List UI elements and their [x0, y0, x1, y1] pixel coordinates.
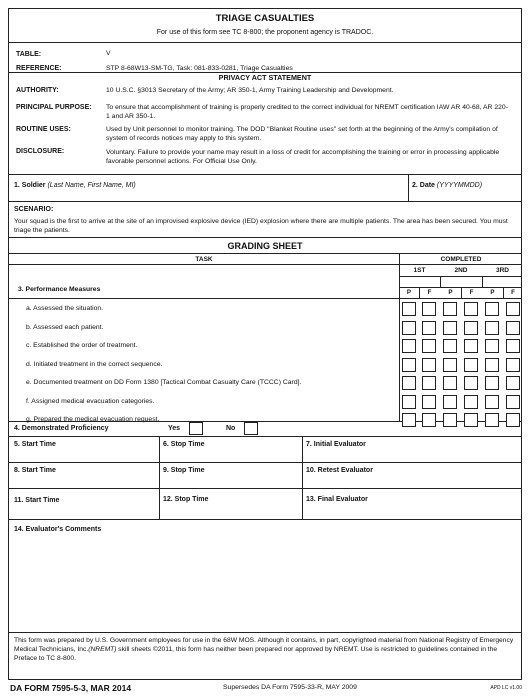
soldier-hint: (Last Name, First Name, MI) [47, 182, 136, 189]
grade-checkbox[interactable] [464, 321, 478, 335]
grade-checkbox[interactable] [464, 395, 478, 409]
form-id: DA FORM 7595-5-3, MAR 2014 [10, 683, 132, 693]
grade-checkbox[interactable] [485, 339, 499, 353]
performance-step: b. Assessed each patient. [26, 323, 104, 331]
version-label: APD LC v1.00 [490, 685, 522, 691]
grade-checkbox[interactable] [506, 339, 520, 353]
table-value: V [106, 50, 111, 57]
grade-checkbox[interactable] [506, 395, 520, 409]
no-checkbox[interactable] [244, 422, 258, 435]
grade-checkbox[interactable] [485, 302, 499, 316]
column-divider [159, 437, 160, 462]
grade-checkbox[interactable] [422, 376, 436, 390]
column-divider [159, 489, 160, 519]
round-header: 2ND [454, 267, 468, 274]
form-header [9, 9, 521, 43]
column-divider [503, 287, 504, 298]
no-label: No [226, 425, 236, 432]
date-field[interactable] [412, 182, 482, 189]
reference-label: REFERENCE: [16, 65, 62, 72]
round-header: 1ST [413, 267, 426, 274]
date-hint: (YYYYMMDD) [436, 182, 483, 189]
divider [9, 298, 521, 299]
grade-checkbox[interactable] [443, 302, 457, 316]
column-divider [419, 287, 420, 298]
pass-fail-header: P [490, 289, 495, 296]
times-row-1 [9, 437, 521, 463]
initial-evaluator-field[interactable]: 7. Initial Evaluator [306, 441, 366, 448]
date-label: 2. Date [412, 182, 435, 189]
grade-checkbox[interactable] [443, 358, 457, 372]
comments-area[interactable] [9, 520, 521, 633]
authority-value: 10 U.S.C. §3013 Secretary of the Army; AR 350-1, Army Training Leadership and Development. [106, 87, 394, 94]
performance-step: c. Established the order of treatment. [26, 342, 138, 349]
pass-fail-header: F [469, 289, 474, 296]
stop-time-field[interactable]: 12. Stop Time [163, 496, 209, 503]
grade-checkbox[interactable] [422, 302, 436, 316]
grade-checkbox[interactable] [443, 395, 457, 409]
grade-checkbox[interactable] [402, 302, 416, 316]
purpose-value: To ensure that accomplishment of training is properly credited to the correct individual for NREMT certification IAW AR 40-68, AR 220-1 and AR 350-1. [106, 104, 508, 120]
task-header-row [9, 254, 521, 265]
grade-checkbox[interactable] [506, 302, 520, 316]
times-row-2 [9, 463, 521, 489]
proficiency-label: 4. Demonstrated Proficiency [14, 425, 109, 432]
authority-label: AUTHORITY: [16, 87, 59, 94]
disclaimer-part-a: This form was prepared by U.S. Government employees for use in the 68W MOS. Although it contains, in part, copyrighted material from National Registry of Emergency Medical Technicians, Inc. [14, 637, 514, 653]
disclaimer-part-c: skill sheets ©2011, this form has neither been prepared nor approved by NREMT. Use is restricted to guidelines contained in the Preface to TC 8-800. [14, 646, 498, 662]
disclaimer-part-b: (NREMT) [88, 646, 117, 653]
stop-time-field[interactable]: 9. Stop Time [163, 467, 205, 474]
grade-checkbox[interactable] [464, 339, 478, 353]
soldier-label: 1. Soldier [14, 182, 46, 189]
grading-title: GRADING SHEET [9, 238, 521, 254]
privacy-title: PRIVACY ACT STATEMENT [218, 73, 312, 82]
scenario-label: SCENARIO: [14, 206, 54, 213]
column-divider [302, 489, 303, 519]
performance-grid [9, 265, 521, 422]
grade-checkbox[interactable] [422, 339, 436, 353]
retest-evaluator-field[interactable]: 10. Retest Evaluator [306, 467, 373, 474]
reference-value: STP 8-68W13-SM-TG, Task: 081-833-0281, Triage Casualties [106, 65, 293, 72]
grade-checkbox[interactable] [506, 321, 520, 335]
disclaimer-text [14, 636, 518, 663]
disclosure-label: DISCLOSURE: [16, 148, 65, 155]
column-divider [482, 276, 483, 287]
performance-step: d. Initiated treatment in the correct sequence. [26, 360, 163, 368]
task-header: TASK [195, 256, 213, 263]
times-row-3 [9, 489, 521, 520]
column-divider [159, 463, 160, 488]
form-footer [8, 683, 522, 697]
comments-label: 14. Evaluator's Comments [14, 526, 102, 533]
start-time-field[interactable]: 8. Start Time [14, 467, 56, 474]
soldier-row [9, 175, 521, 202]
start-time-field[interactable]: 5. Start Time [14, 441, 56, 448]
grade-checkbox[interactable] [422, 358, 436, 372]
completed-header: COMPLETED [440, 256, 482, 263]
column-divider [302, 437, 303, 462]
pass-fail-header: F [427, 289, 432, 296]
scenario-block [9, 202, 521, 238]
disclosure-value: Voluntary. Failure to provide your name may result in a loss of credit for accomplishing the training or error in processing applicable favorable personnel actions. For Official Use Only. [106, 149, 500, 165]
grade-checkbox[interactable] [485, 395, 499, 409]
grade-checkbox[interactable] [485, 376, 499, 390]
form-title: TRIAGE CASUALTIES [215, 13, 315, 24]
grade-checkbox[interactable] [402, 395, 416, 409]
grade-checkbox[interactable] [485, 321, 499, 335]
grade-checkbox[interactable] [464, 302, 478, 316]
info-block [9, 43, 521, 175]
pass-fail-header: P [448, 289, 453, 296]
grade-checkbox[interactable] [402, 339, 416, 353]
performance-step: a. Assessed the situation. [26, 305, 104, 312]
routine-value: Used by Unit personnel to monitor training. The DOD "Blanket Routine uses" set forth at the beginning of the Army's compilation of system of records notices may apply to this system. [106, 126, 498, 142]
grade-checkbox[interactable] [443, 339, 457, 353]
round-header: 3RD [495, 267, 509, 274]
grade-checkbox[interactable] [506, 358, 520, 372]
grade-checkbox[interactable] [402, 358, 416, 372]
soldier-field[interactable] [14, 182, 136, 189]
performance-step: g. Prepared the medical evacuation request. [26, 416, 160, 423]
performance-step: e. Documented treatment on DD Form 1380 [Tactical Combat Casualty Care (TCCC) Card]. [26, 379, 302, 386]
form-subtitle: For use of this form see TC 8-800; the proponent agency is TRADOC. [156, 29, 374, 36]
routine-label: ROUTINE USES: [16, 126, 71, 133]
supersedes-note: Supersedes DA Form 7595-33-R, MAY 2009 [223, 684, 357, 691]
column-divider [302, 463, 303, 488]
triage-form [8, 8, 522, 680]
yes-checkbox[interactable] [189, 422, 203, 435]
grade-checkbox[interactable] [464, 358, 478, 372]
pass-fail-header: P [406, 289, 412, 296]
proficiency-row [9, 422, 521, 437]
column-divider [440, 276, 441, 287]
divider [399, 276, 521, 277]
grade-checkbox[interactable] [402, 321, 416, 335]
start-time-field[interactable]: 11. Start Time [14, 497, 60, 504]
grade-checkbox[interactable] [485, 358, 499, 372]
purpose-label: PRINCIPAL PURPOSE: [16, 104, 92, 111]
performance-measures-label: 3. Performance Measures [18, 286, 101, 293]
pass-fail-header: F [511, 289, 515, 296]
performance-step: f. Assigned medical evacuation categories. [26, 397, 155, 405]
disclaimer [9, 633, 521, 669]
yes-label: Yes [168, 425, 181, 432]
grade-checkbox[interactable] [422, 395, 436, 409]
column-divider [461, 287, 462, 298]
grade-checkbox[interactable] [443, 321, 457, 335]
column-divider [408, 175, 409, 201]
grade-checkbox[interactable] [506, 376, 520, 390]
grade-checkbox[interactable] [464, 376, 478, 390]
grade-checkbox[interactable] [443, 376, 457, 390]
table-label: TABLE: [16, 51, 42, 58]
stop-time-field[interactable]: 6. Stop Time [163, 441, 205, 448]
grade-checkbox[interactable] [422, 321, 436, 335]
final-evaluator-field[interactable]: 13. Final Evaluator [306, 496, 368, 503]
scenario-text: Your squad is the first to arrive at the site of an improvised explosive device (IED) explosion where there are multiple patients. The area has been secured. You must triage the patients. [14, 218, 508, 234]
grade-checkbox[interactable] [402, 376, 416, 390]
